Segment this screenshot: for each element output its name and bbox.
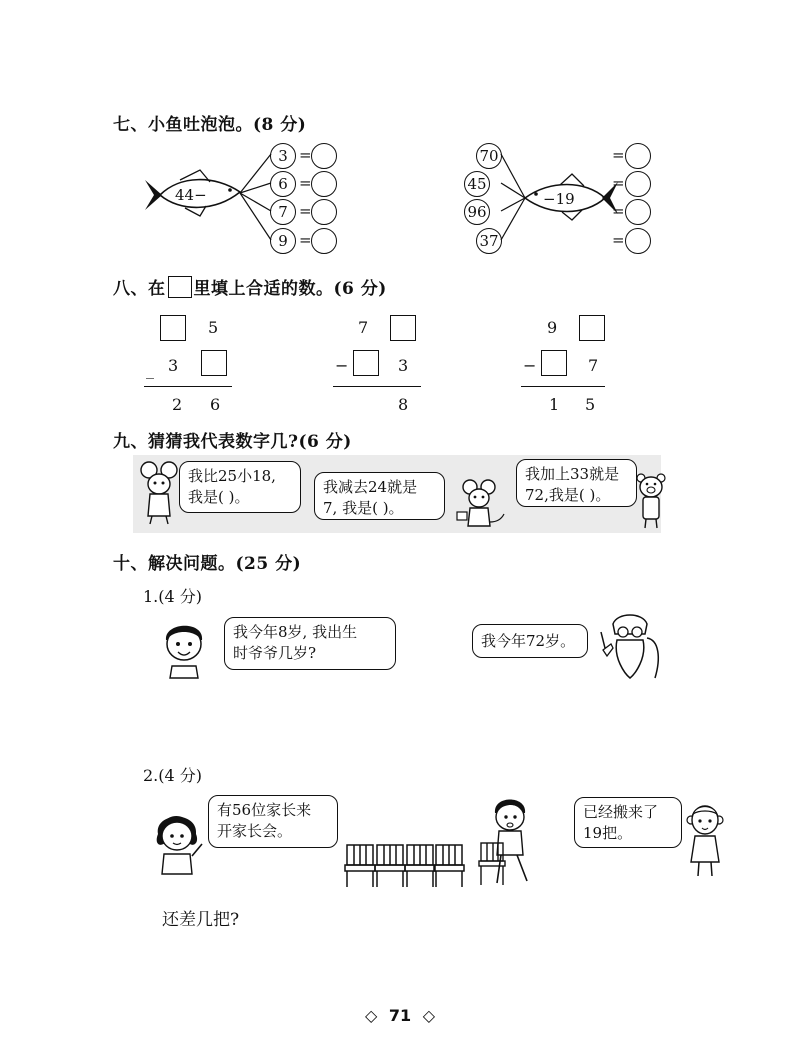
top-digit: 5 xyxy=(208,318,219,337)
fish-1-lines-icon xyxy=(140,140,280,260)
digit-box[interactable] xyxy=(353,350,379,376)
equals-sign: = xyxy=(299,231,312,249)
diamond-icon: ◇ xyxy=(422,1006,436,1025)
minus-sign: − xyxy=(335,356,349,375)
fish-1-bubble: 7 xyxy=(270,199,296,225)
speech-line: 时爷爷几岁? xyxy=(233,644,317,662)
digit-box[interactable] xyxy=(201,350,227,376)
section-7-heading: 七、小鱼吐泡泡。(8 分) xyxy=(113,115,307,135)
fish-1-bubble: 3 xyxy=(270,143,296,169)
result-digit: 1 xyxy=(549,395,560,414)
girl-icon xyxy=(152,808,208,878)
page-number: 71 xyxy=(388,1006,412,1025)
section-8-heading-post: 里填上合适的数。(6 分) xyxy=(193,279,387,299)
top-digit: 7 xyxy=(358,318,369,337)
equals-sign: = xyxy=(612,146,625,164)
fish-2-bubble: 37 xyxy=(476,228,502,254)
section-10-heading: 十、解决问题。(25 分) xyxy=(113,554,302,574)
speech-line: 我加上33就是 xyxy=(525,465,620,483)
chair-row-icon xyxy=(345,843,465,889)
digit-box[interactable] xyxy=(541,350,567,376)
answer-circle[interactable] xyxy=(625,228,651,254)
equals-sign: = xyxy=(299,174,312,192)
speech-line: 有56位家长来 xyxy=(217,801,312,819)
fish-1-bubble: 6 xyxy=(270,171,296,197)
speech-line: 我是( )。 xyxy=(188,488,250,506)
digit-box[interactable] xyxy=(579,315,605,341)
fish-2-label: −19 xyxy=(543,190,575,208)
equals-sign: = xyxy=(299,202,312,220)
section-9-heading: 九、猜猜我代表数字几?(6 分) xyxy=(113,432,352,452)
top-digit: 9 xyxy=(547,318,558,337)
speech-line: 已经搬来了 xyxy=(583,803,659,821)
minus-sign: _ xyxy=(146,360,154,379)
equals-sign: = xyxy=(612,174,625,192)
speech-line: 我比25小18, xyxy=(188,467,276,485)
boy-icon xyxy=(160,618,210,680)
speech-bubble-3 xyxy=(516,459,637,507)
speech-line: 开家长会。 xyxy=(217,822,293,840)
equals-sign: = xyxy=(612,202,625,220)
fish-2-bubble: 96 xyxy=(464,199,490,225)
girl-speech-bubble xyxy=(208,795,338,848)
answer-circle[interactable] xyxy=(625,199,651,225)
answer-circle[interactable] xyxy=(625,143,651,169)
equals-sign: = xyxy=(299,146,312,164)
result-digit: 5 xyxy=(585,395,596,414)
fish-1-label: 44− xyxy=(175,186,207,204)
pig-icon xyxy=(636,472,666,530)
grandpa-icon xyxy=(595,610,665,682)
speech-bubble-1 xyxy=(179,461,301,513)
digit-box[interactable] xyxy=(160,315,186,341)
question-2-prompt: 还差几把? xyxy=(162,910,240,930)
boy-speech-bubble xyxy=(224,617,396,670)
mouse-icon xyxy=(138,460,180,526)
result-digit: 8 xyxy=(398,395,409,414)
mouse-icon xyxy=(452,478,507,532)
girl2-icon xyxy=(685,800,725,878)
result-digit: 2 xyxy=(172,395,183,414)
section-8-heading-pre: 八、在 xyxy=(113,279,166,299)
digit-box[interactable] xyxy=(390,315,416,341)
speech-line: 我今年8岁, 我出生 xyxy=(233,623,358,641)
subtraction-rule xyxy=(521,386,605,387)
subtraction-rule xyxy=(333,386,421,387)
answer-circle[interactable] xyxy=(625,171,651,197)
equals-sign: = xyxy=(612,231,625,249)
speech-line: 19把。 xyxy=(583,824,633,842)
speech-line: 7, 我是( )。 xyxy=(323,499,404,517)
fish-2-bubble: 45 xyxy=(464,171,490,197)
middle-digit: 3 xyxy=(168,356,179,375)
diamond-icon: ◇ xyxy=(364,1006,378,1025)
speech-line: 我减去24就是 xyxy=(323,478,418,496)
middle-digit: 3 xyxy=(398,356,409,375)
boy-carrying-chair-icon xyxy=(477,795,547,887)
girl2-speech-bubble xyxy=(574,797,682,848)
middle-digit: 7 xyxy=(588,356,599,375)
speech-bubble-2 xyxy=(314,472,445,520)
answer-circle[interactable] xyxy=(311,171,337,197)
page-footer xyxy=(0,1006,800,1025)
blank-box-icon xyxy=(168,276,192,298)
answer-circle[interactable] xyxy=(311,199,337,225)
minus-sign: − xyxy=(523,356,537,375)
question-1-label: 1.(4 分) xyxy=(143,587,203,606)
fish-2-bubble: 70 xyxy=(476,143,502,169)
speech-line: 72,我是( )。 xyxy=(525,486,611,504)
chair-icon xyxy=(345,845,375,887)
result-digit: 6 xyxy=(210,395,221,414)
fish-1-bubble: 9 xyxy=(270,228,296,254)
grandpa-speech-bubble: 我今年72岁。 xyxy=(472,624,588,658)
question-2-label: 2.(4 分) xyxy=(143,766,203,785)
subtraction-rule xyxy=(144,386,232,387)
answer-circle[interactable] xyxy=(311,143,337,169)
section-8-heading xyxy=(113,274,387,299)
answer-circle[interactable] xyxy=(311,228,337,254)
